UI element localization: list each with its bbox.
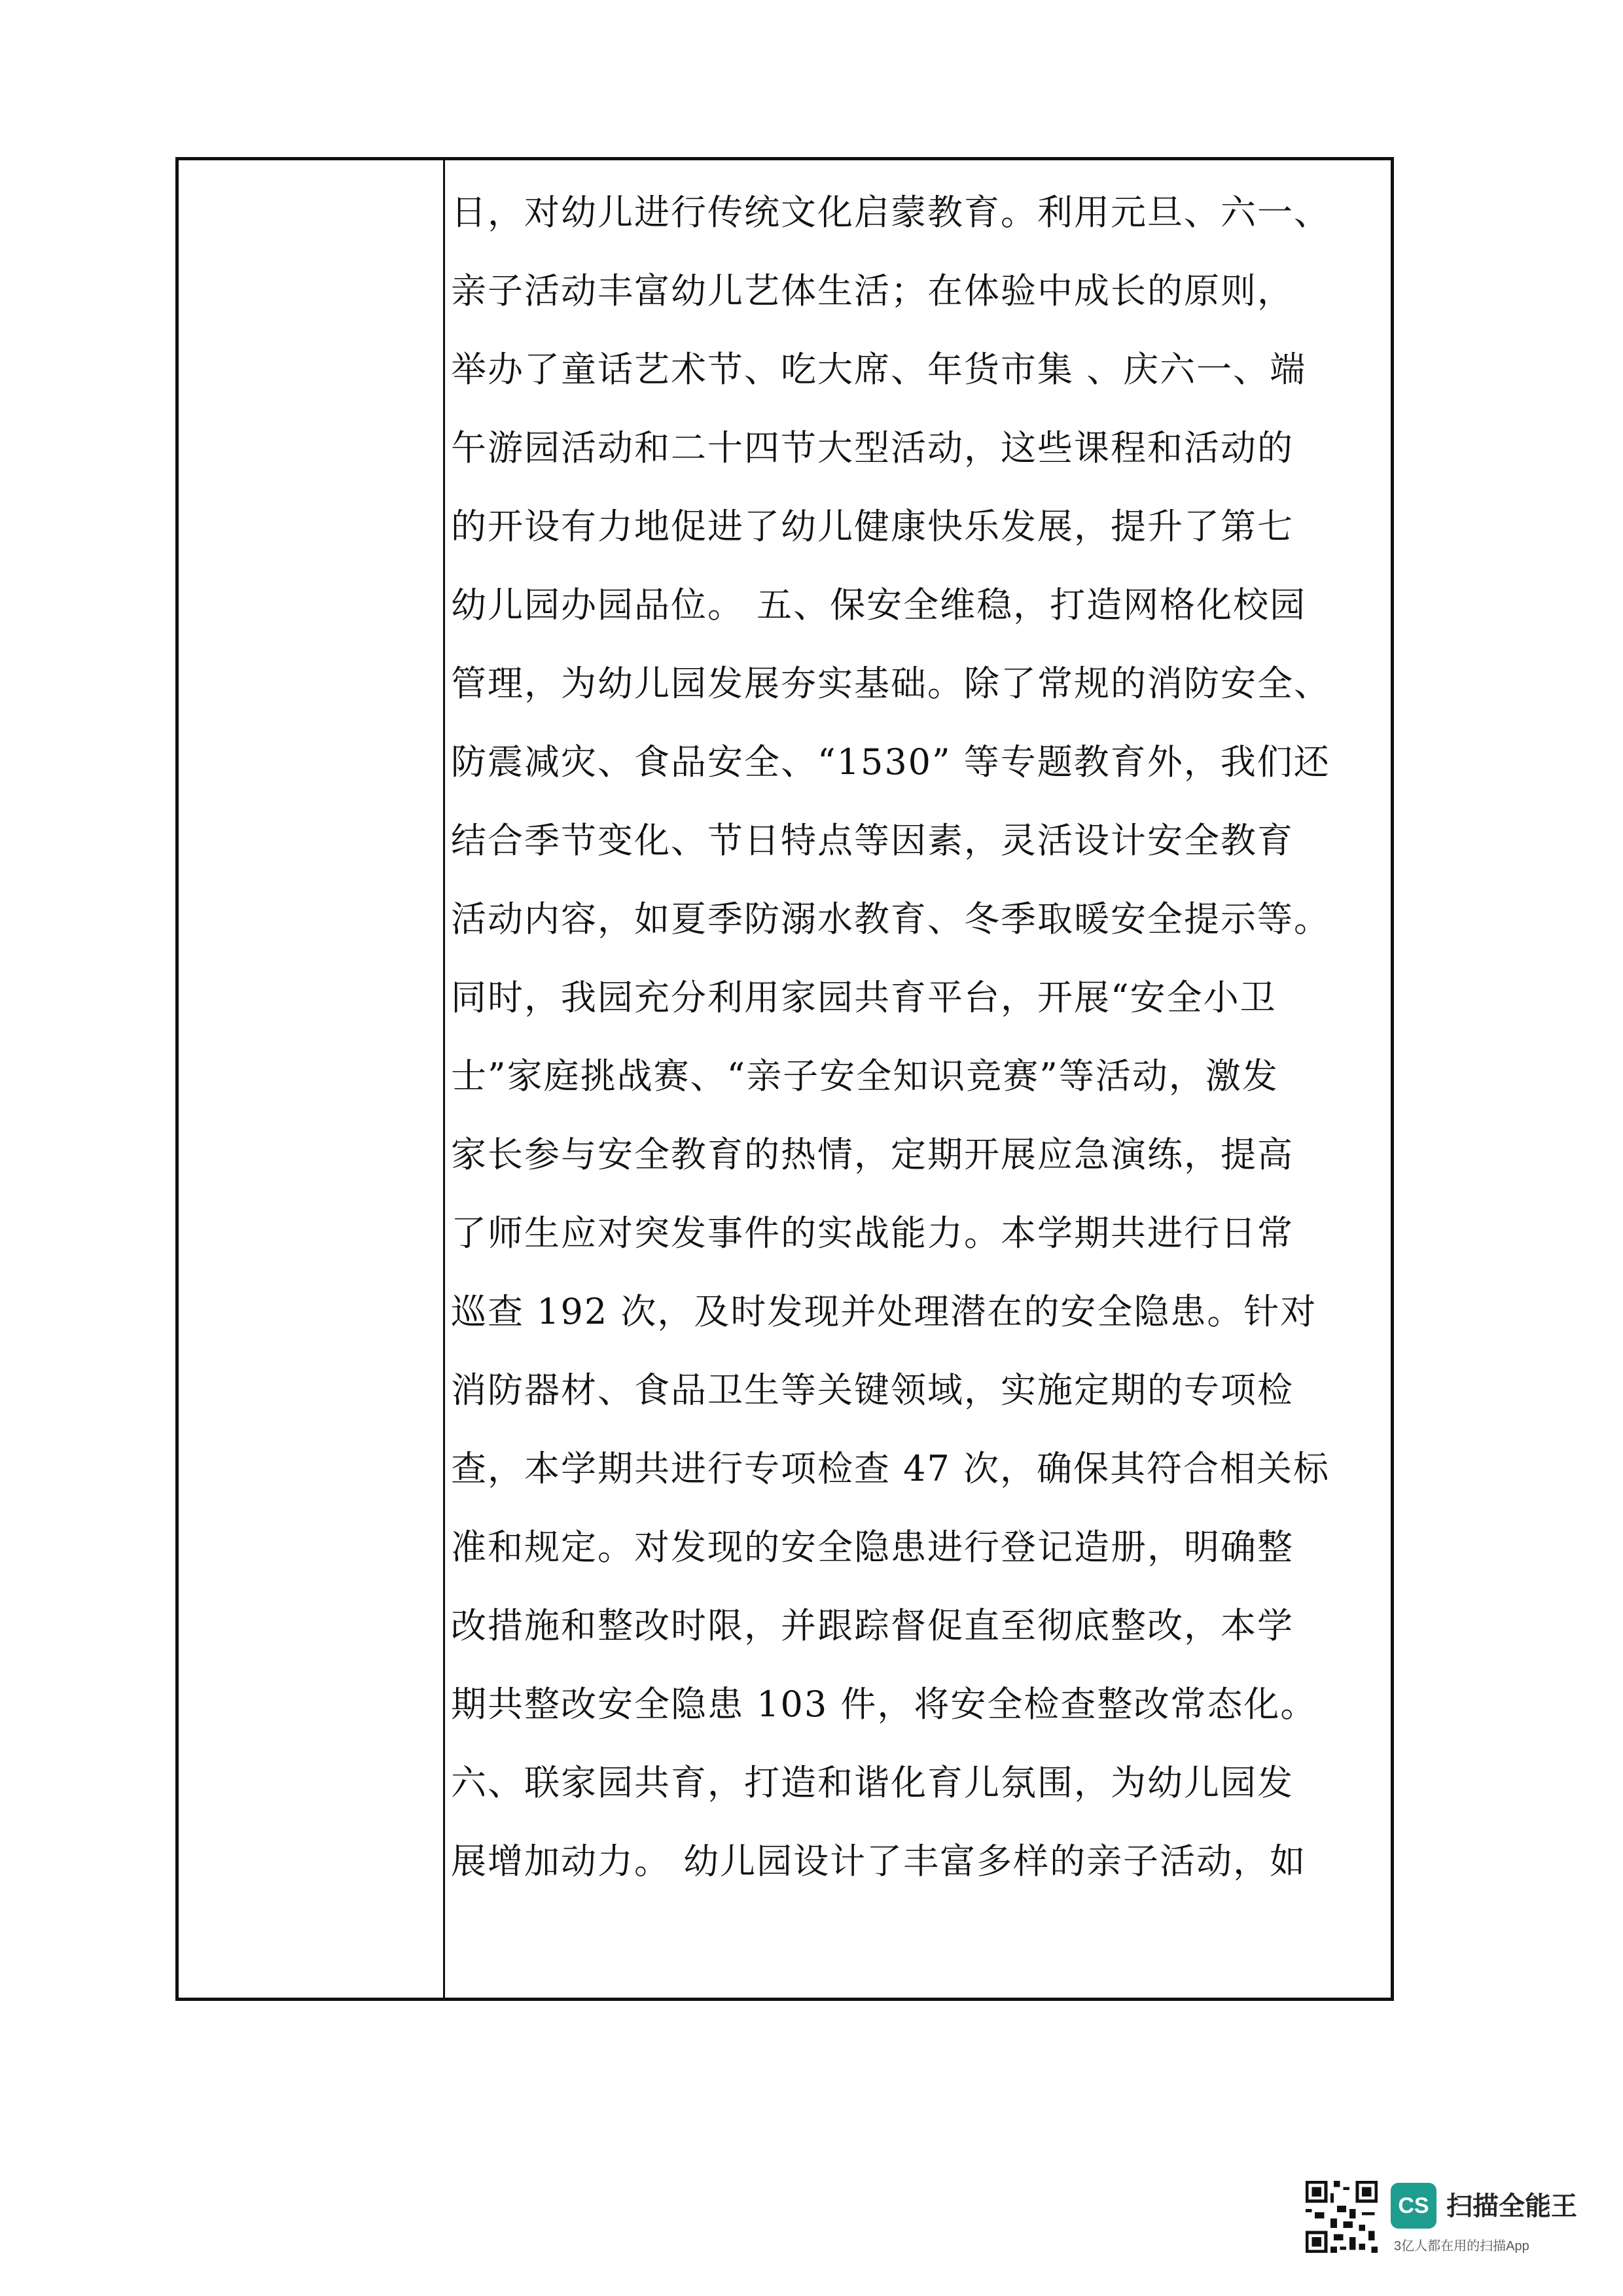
text-line: 消防器材、食品卫生等关键领域，实施定期的专项检 — [451, 1369, 1294, 1411]
text-line: 亲子活动丰富幼儿艺体生活；在体验中成长的原则， — [451, 270, 1294, 311]
document-table — [175, 157, 1394, 2001]
text-line: 准和规定。对发现的安全隐患进行登记造册，明确整 — [451, 1527, 1294, 1568]
column-divider — [443, 160, 445, 1998]
app-tagline: 3亿人都在用的扫描App — [1394, 2239, 1529, 2253]
text-line: 管理，为幼儿园发展夯实基础。除了常规的消防安全、 — [451, 663, 1330, 704]
text-line: 同时，我园充分利用家园共育平台，开展“安全小卫 — [451, 977, 1277, 1018]
camscanner-logo-icon: CS — [1391, 2183, 1436, 2229]
text-line: 结合季节变化、节日特点等因素，灵活设计安全教育 — [451, 820, 1294, 861]
text-line: 查，本学期共进行专项检查 47 次，确保其符合相关标 — [451, 1448, 1330, 1489]
text-line: 了师生应对突发事件的实战能力。本学期共进行日常 — [451, 1212, 1294, 1254]
text-line: 期共整改安全隐患 103 件，将安全检查整改常态化。 — [451, 1684, 1317, 1725]
text-line: 士”家庭挑战赛、“亲子安全知识竞赛”等活动，激发 — [451, 1055, 1279, 1097]
text-line: 改措施和整改时限，并跟踪督促直至彻底整改，本学 — [451, 1605, 1294, 1646]
text-line: 展增加动力。 幼儿园设计了丰富多样的亲子活动，如 — [451, 1841, 1307, 1882]
text-line: 日，对幼儿进行传统文化启蒙教育。利用元旦、六一、 — [451, 192, 1330, 233]
text-line: 六、联家园共育，打造和谐化育儿氛围，为幼儿园发 — [451, 1762, 1294, 1803]
app-name: 扫描全能王 — [1446, 2192, 1577, 2221]
content-cell — [451, 160, 1378, 1998]
text-line: 的开设有力地促进了幼儿健康快乐发展，提升了第七 — [451, 506, 1294, 547]
qr-code-icon — [1302, 2178, 1381, 2256]
text-line: 举办了童话艺术节、吃大席、年货市集 、庆六一、端 — [451, 349, 1307, 390]
scanner-watermark — [1302, 2171, 1603, 2269]
text-line: 午游园活动和二十四节大型活动，这些课程和活动的 — [451, 427, 1294, 468]
text-line: 活动内容，如夏季防溺水教育、冬季取暖安全提示等。 — [451, 898, 1330, 940]
text-line: 家长参与安全教育的热情，定期开展应急演练，提高 — [451, 1134, 1294, 1175]
text-line: 幼儿园办园品位。 五、保安全维稳，打造网格化校园 — [451, 584, 1307, 626]
text-line: 巡查 192 次，及时发现并处理潜在的安全隐患。针对 — [451, 1291, 1317, 1332]
text-line: 防震减灾、食品安全、“1530” 等专题教育外，我们还 — [451, 741, 1330, 783]
